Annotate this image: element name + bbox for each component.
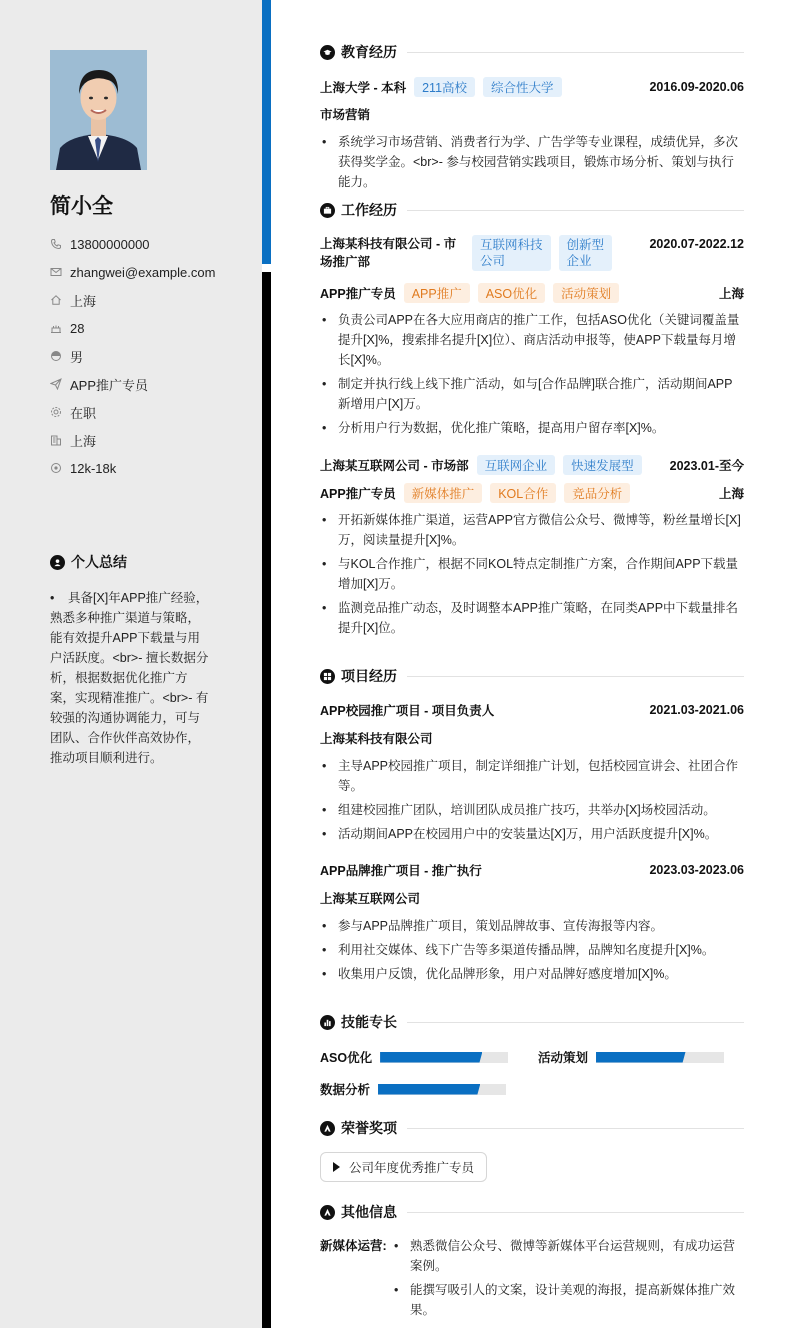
job-2-skill-tag: KOL合作 <box>490 483 556 503</box>
list-item: • 分析用户行为数据，优化推广策略，提高用户留存率[X]%。 <box>320 418 744 438</box>
education-heading <box>320 42 744 62</box>
projects-heading <box>320 666 744 686</box>
briefcase-icon <box>320 203 335 218</box>
job-2-skill-tag: 竞品分析 <box>564 483 630 503</box>
job-1-tag-1-line1: 互联网科技 <box>480 238 543 252</box>
project-1-header-row <box>320 701 744 719</box>
job-1-tag-1-line2: 公司 <box>480 254 506 268</box>
education-tag: 综合性大学 <box>483 77 562 97</box>
education-major: 市场营销 <box>320 108 371 122</box>
skills-rule <box>407 1022 744 1023</box>
age-icon <box>50 322 62 334</box>
list-item: • 负责公司APP在各大应用商店的推广工作，包括ASO优化（关键词覆盖量提升[X]%，搜索排名提升[X]位）、商店活动申报等，使APP下载量每月增长[X]%。 <box>320 310 744 370</box>
award-icon <box>320 1121 335 1136</box>
project-1-date: 2021.03-2021.06 <box>649 703 744 717</box>
education-rule <box>407 52 744 53</box>
job-1-company <box>320 235 460 271</box>
education-tag: 211高校 <box>414 77 475 97</box>
skill-bar-fill <box>596 1052 686 1063</box>
job-1-tag-2-line2: 企业 <box>566 254 592 268</box>
list-item: • 活动期间APP在校园用户中的安装量达[X]万，用户活跃度提升[X]%。 <box>320 824 744 844</box>
project-2-date: 2023.03-2023.06 <box>649 863 744 877</box>
info-home <box>50 286 250 314</box>
work-heading <box>320 200 744 220</box>
info-status <box>50 398 250 426</box>
education-school: 上海大学 - 本科 <box>320 81 407 95</box>
user-circle-icon <box>50 555 65 570</box>
profile-name: 简小全 <box>50 195 113 218</box>
accent-divider <box>262 0 271 264</box>
job-2-bullets <box>320 510 744 642</box>
job-1-company-line1: 上海某科技有限公司 - 市 <box>320 237 457 251</box>
list-item: • 利用社交媒体、线下广告等多渠道传播品牌，品牌知名度提升[X]%。 <box>320 940 744 960</box>
job-1-skill-tag: 活动策划 <box>553 283 619 303</box>
list-item: • 参与APP品牌推广项目，策划品牌故事、宣传海报等内容。 <box>320 916 744 936</box>
job-2-company: 上海某互联网公司 - 市场部 <box>320 459 469 473</box>
job-1-tag-2-line1: 创新型 <box>566 238 605 252</box>
other-label: 新媒体运营: <box>320 1239 387 1253</box>
job-1-tag <box>559 235 613 271</box>
job-2-date: 2023.01-至今 <box>669 459 744 473</box>
home-icon <box>50 294 62 306</box>
skill-item <box>320 1048 508 1066</box>
info-gender-text: 男 <box>70 349 84 365</box>
info-salary-text: 12k-18k <box>70 460 117 476</box>
project-2-name: APP品牌推广项目 - 推广执行 <box>320 864 482 878</box>
gender-icon <box>50 350 62 362</box>
skill-name: 数据分析 <box>320 1083 371 1097</box>
summary-text-content: 具备[X]年APP推广经验，熟悉多种推广渠道与策略，能有效提升APP下载量与用户活跃度。<br>- 擅长数据分析，根据数据优化推广方案，实现精准推广。<br>- 有较强的沟通协调能力，可与团队、合作伙伴高效协作，推动项目顺利进行。 <box>50 591 209 765</box>
education-header-row <box>320 77 744 97</box>
job-2-tag: 互联网企业 <box>477 455 556 475</box>
job-1-role: APP推广专员 <box>320 287 396 301</box>
list-item: • 监测竞品推广动态，及时调整本APP推广策略，在同类APP中下载量排名提升[X]位。 <box>320 598 744 638</box>
info-salary <box>50 454 250 482</box>
job-2-header-row <box>320 455 744 475</box>
skill-bar <box>380 1052 508 1063</box>
list-item: • 组建校园推广团队，培训团队成员推广技巧，共举办[X]场校园活动。 <box>320 800 744 820</box>
skills-heading <box>320 1012 744 1032</box>
avatar-photo <box>50 50 147 170</box>
status-icon <box>50 406 62 418</box>
job-1-date: 2020.07-2022.12 <box>649 237 744 251</box>
job-2-role: APP推广专员 <box>320 487 396 501</box>
skill-bar <box>596 1052 724 1063</box>
other-rule <box>407 1212 744 1213</box>
list-item: • 开拓新媒体推广渠道，运营APP官方微信公众号、微博等，粉丝量增长[X]万，阅读量提升[X]%。 <box>320 510 744 550</box>
job-1-tag <box>472 235 551 271</box>
project-1-name: APP校园推广项目 - 项目负责人 <box>320 704 495 718</box>
skill-name: 活动策划 <box>538 1051 589 1065</box>
job-2-tag: 快速发展型 <box>563 455 642 475</box>
list-item: • 制定并执行线上线下推广活动，如与[合作品牌]联合推广，活动期间APP新增用户[X]万。 <box>320 374 744 414</box>
info-status-text: 在职 <box>70 405 97 421</box>
list-item: • 与KOL合作推广，根据不同KOL特点定制推广方案，合作期间APP下载量增加[X]万。 <box>320 554 744 594</box>
job-1-company-line2: 场推广部 <box>320 255 371 269</box>
project-2-org-row <box>320 889 744 907</box>
list-item: • 熟悉微信公众号、微博等新媒体平台运营规则，有成功运营案例。 <box>392 1236 744 1276</box>
list-item: • 能撰写吸引人的文案，设计美观的海报，提高新媒体推广效果。 <box>392 1280 744 1320</box>
info-phone <box>50 230 250 258</box>
award-text: 公司年度优秀推广专员 <box>349 1161 475 1175</box>
info-age <box>50 314 250 342</box>
work-rule <box>407 210 744 211</box>
info-phone-text: 13800000000 <box>70 236 150 252</box>
mail-icon <box>50 266 62 278</box>
job-1-bullets <box>320 310 744 442</box>
info-position-text: APP推广专员 <box>70 377 149 393</box>
skill-bar-fill <box>378 1084 480 1095</box>
award-item[interactable] <box>320 1152 487 1182</box>
send-icon <box>50 378 62 390</box>
skill-item <box>320 1080 506 1098</box>
play-icon <box>333 1162 340 1172</box>
job-2-skill-tag: 新媒体推广 <box>404 483 483 503</box>
awards-heading <box>320 1118 744 1138</box>
job-1-header-row <box>320 235 744 271</box>
project-1-org: 上海某科技有限公司 <box>320 732 433 746</box>
project-1-org-row <box>320 729 744 747</box>
education-major-row <box>320 105 744 123</box>
other-title: 其他信息 <box>341 1204 397 1220</box>
info-city-text: 上海 <box>70 433 97 449</box>
list-item: • 主导APP校园推广项目，制定详细推广计划，包括校园宣讲会、社团合作等。 <box>320 756 744 796</box>
other-heading <box>320 1202 744 1222</box>
phone-icon <box>50 238 62 250</box>
skill-name: ASO优化 <box>320 1051 373 1065</box>
bar-chart-icon <box>320 1015 335 1030</box>
info-email <box>50 258 250 286</box>
job-1-city: 上海 <box>718 287 744 301</box>
avatar <box>50 50 147 170</box>
projects-title: 项目经历 <box>341 668 397 684</box>
info-position <box>50 370 250 398</box>
black-divider <box>262 272 271 1328</box>
list-item: • 收集用户反馈，优化品牌形象，用户对品牌好感度增加[X]%。 <box>320 964 744 984</box>
grid-icon <box>320 669 335 684</box>
skills-title: 技能专长 <box>341 1014 397 1030</box>
info-gender <box>50 342 250 370</box>
education-date: 2016.09-2020.06 <box>649 80 744 94</box>
other-bullets <box>392 1236 744 1324</box>
job-2-role-row <box>320 483 744 503</box>
info-email-text: zhangwei@example.com <box>70 264 216 280</box>
project-2-header-row <box>320 861 744 879</box>
awards-title: 荣誉奖项 <box>341 1120 397 1136</box>
salary-icon <box>50 462 62 474</box>
info-home-text: 上海 <box>70 293 97 309</box>
education-bullets <box>320 132 744 196</box>
job-1-role-row <box>320 283 744 303</box>
info-city <box>50 426 250 454</box>
skill-bar-fill <box>380 1052 482 1063</box>
building-icon <box>50 434 62 446</box>
job-1-skill-tag: ASO优化 <box>478 283 545 303</box>
summary-title: 个人总结 <box>71 554 127 570</box>
summary-text <box>50 588 212 768</box>
work-title: 工作经历 <box>341 202 397 218</box>
project-2-bullets <box>320 916 744 988</box>
projects-rule <box>407 676 744 677</box>
job-1-skill-tag: APP推广 <box>404 283 470 303</box>
info-age-text: 28 <box>70 320 85 336</box>
project-1-bullets <box>320 756 744 848</box>
info-icon <box>320 1205 335 1220</box>
list-item: • 系统学习市场营销、消费者行为学、广告学等专业课程，成绩优异，多次获得奖学金。<br>- 参与校园营销实践项目，锻炼市场分析、策划与执行能力。 <box>320 132 744 192</box>
summary-heading <box>50 552 127 572</box>
contact-info-list <box>50 230 250 482</box>
job-2-city: 上海 <box>718 487 744 501</box>
skill-item <box>538 1048 724 1066</box>
education-title: 教育经历 <box>341 44 397 60</box>
awards-rule <box>407 1128 744 1129</box>
graduation-cap-icon <box>320 45 335 60</box>
skill-bar <box>378 1084 506 1095</box>
project-2-org: 上海某互联网公司 <box>320 892 421 906</box>
